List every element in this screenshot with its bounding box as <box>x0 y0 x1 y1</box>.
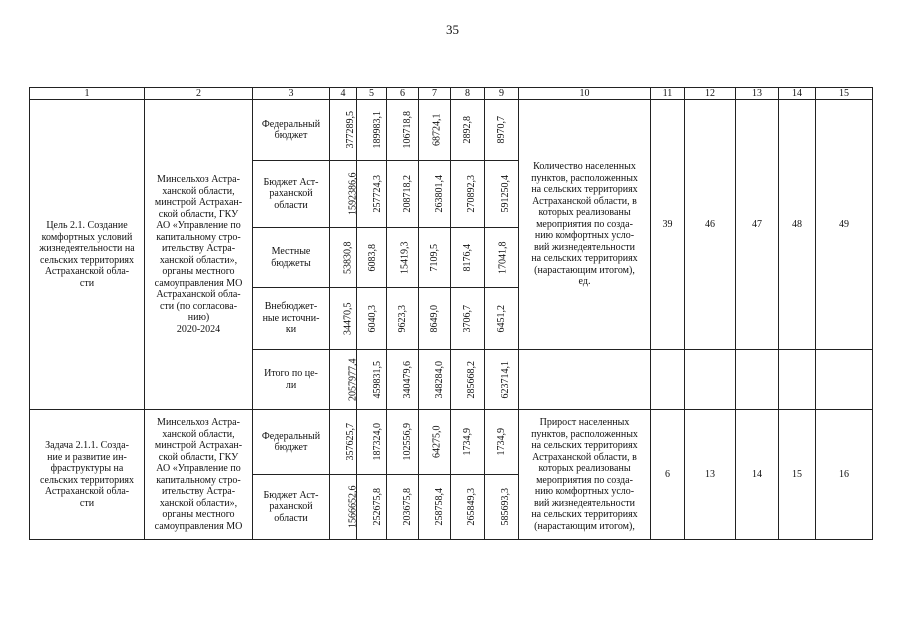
header-cell: 15 <box>816 88 873 100</box>
funding-value <box>357 350 387 410</box>
task-target-value: 16 <box>816 410 873 540</box>
funding-value <box>485 350 519 410</box>
task-target-value: 6 <box>651 410 685 540</box>
funding-source: Местные бюджеты <box>253 228 330 288</box>
funding-value <box>330 100 357 161</box>
funding-value <box>451 475 485 540</box>
funding-value <box>419 100 451 161</box>
funding-value-text: 68724,1 <box>431 113 443 147</box>
funding-value-text: 203675,8 <box>402 488 413 526</box>
funding-value-text: 3706,7 <box>461 304 473 333</box>
header-cell: 14 <box>779 88 816 100</box>
funding-value <box>387 100 419 161</box>
header-cell: 1 <box>30 88 145 100</box>
funding-value <box>419 161 451 228</box>
task-executor: Минсельхоз Астра- ханской области, минстрой Астрахан- ской области, ГКУ АО «Управление по капитальному стро- ительству Астра- ханской области», органы местного самоуправления МО <box>145 410 253 540</box>
funding-value-text: 187324,0 <box>372 423 383 461</box>
task-target-value: 15 <box>779 410 816 540</box>
funding-value <box>387 288 419 350</box>
funding-value-text: 585693,3 <box>500 488 511 526</box>
funding-value <box>485 288 519 350</box>
header-cell: 3 <box>253 88 330 100</box>
funding-value-text: 591250,4 <box>500 175 511 213</box>
funding-value-text: 102556,9 <box>402 423 413 461</box>
goal-target-value: 39 <box>651 100 685 350</box>
header-cell: 6 <box>387 88 419 100</box>
funding-value-text: 377289,5 <box>345 111 356 149</box>
funding-value-text: 208718,2 <box>402 175 413 213</box>
funding-value-text: 8970,7 <box>495 116 507 144</box>
funding-value-text: 15419,3 <box>399 241 411 274</box>
task-target-value: 14 <box>736 410 779 540</box>
funding-value <box>357 288 387 350</box>
header-cell: 8 <box>451 88 485 100</box>
funding-value-text: 17041,8 <box>497 241 509 274</box>
funding-value <box>330 350 357 410</box>
task-name: Задача 2.1.1. Созда- ние и развитие ин- фраструктуры на сельских территориях Астраханской обла- сти <box>30 410 145 540</box>
funding-value-text: 1734,9 <box>461 428 473 456</box>
funding-value <box>419 288 451 350</box>
header-cell: 9 <box>485 88 519 100</box>
funding-value-text: 263801,4 <box>434 175 445 213</box>
funding-value <box>419 410 451 475</box>
funding-value-text: 340479,6 <box>402 360 413 399</box>
goal-indicator: Количество населенных пунктов, расположенных на сельских территориях Астраханской области, в которых реализованы мероприятия по созда- нию комфортных усло- вий жизнедеятельности на сельских территориях (нарастающим итогом), ед. <box>519 100 651 350</box>
funding-value <box>485 228 519 288</box>
funding-value <box>357 410 387 475</box>
page-number: 35 <box>446 22 459 37</box>
funding-value <box>357 228 387 288</box>
goal-target-value: 46 <box>685 100 736 350</box>
funding-value <box>419 475 451 540</box>
funding-value <box>419 228 451 288</box>
funding-value-text: 7109,5 <box>429 243 440 272</box>
header-cell: 2 <box>145 88 253 100</box>
funding-value <box>357 161 387 228</box>
task-indicator: Прирост населенных пунктов, расположенных на сельских территориях Астраханской области, в которых реализованы мероприятия по созда- нию комфортных усло- вий жизнедеятельности на сельских территориях (нарастающим итогом), <box>519 410 651 540</box>
funding-value-text: 8649,0 <box>429 304 440 333</box>
funding-value-text: 9623,3 <box>397 304 408 333</box>
header-cell: 5 <box>357 88 387 100</box>
funding-value-text: 265849,3 <box>466 488 477 526</box>
empty-cell <box>685 350 736 410</box>
funding-value <box>485 161 519 228</box>
funding-value-text: 6451,2 <box>495 304 507 333</box>
funding-source: Итого по це- ли <box>253 350 330 410</box>
funding-source: Внебюджет- ные источни- ки <box>253 288 330 350</box>
funding-value-text: 285668,2 <box>466 360 477 399</box>
goal-name: Цель 2.1. Создание комфортных условий жизнедеятельности на сельских территориях Астраханской обла- сти <box>30 100 145 410</box>
goal-target-value: 47 <box>736 100 779 350</box>
funding-value <box>451 350 485 410</box>
header-cell: 13 <box>736 88 779 100</box>
funding-value-text: 8176,4 <box>461 243 473 272</box>
funding-value-text: 252675,8 <box>372 488 383 526</box>
header-cell: 12 <box>685 88 736 100</box>
empty-cell <box>816 350 873 410</box>
header-cell: 10 <box>519 88 651 100</box>
funding-value-text: 64275,0 <box>431 425 443 459</box>
funding-value <box>451 161 485 228</box>
funding-source: Бюджет Аст- раханской области <box>253 475 330 540</box>
funding-source: Федеральный бюджет <box>253 410 330 475</box>
funding-source: Бюджет Аст- раханской области <box>253 161 330 228</box>
header-cell: 11 <box>651 88 685 100</box>
funding-value <box>485 100 519 161</box>
funding-value-text: 623714,1 <box>500 360 511 399</box>
header-row <box>30 88 873 100</box>
funding-value <box>330 475 357 540</box>
funding-value <box>451 100 485 161</box>
funding-value-text: 459831,5 <box>372 360 383 399</box>
funding-value-text: 6083,8 <box>367 243 378 272</box>
empty-cell <box>779 350 816 410</box>
funding-value-text: 2057977,4 <box>347 358 359 401</box>
funding-value-text: 270892,3 <box>466 175 477 213</box>
empty-cell <box>519 350 651 410</box>
funding-value <box>485 475 519 540</box>
empty-cell <box>736 350 779 410</box>
goal-target-value: 49 <box>816 100 873 350</box>
empty-cell <box>651 350 685 410</box>
goal-row <box>30 100 873 161</box>
funding-value <box>330 161 357 228</box>
funding-value <box>330 410 357 475</box>
goal-executor: Минсельхоз Астра- ханской области, минстрой Астрахан- ской области, ГКУ АО «Управление по капитальному стро- ительству Астра- ханской области», органы местного самоуправления МО Астраханской обла- сти (по согласова- нию) 2020-2024 <box>145 100 253 410</box>
funding-value <box>451 288 485 350</box>
funding-value <box>330 288 357 350</box>
funding-value-text: 357625,7 <box>345 423 356 461</box>
funding-value <box>357 100 387 161</box>
funding-value-text: 189983,1 <box>372 111 383 149</box>
header-cell: 7 <box>419 88 451 100</box>
funding-value-text: 6040,3 <box>367 304 378 333</box>
funding-value <box>387 228 419 288</box>
program-table <box>29 87 873 540</box>
funding-value-text: 348284,0 <box>434 360 445 399</box>
funding-value <box>387 410 419 475</box>
header-cell: 4 <box>330 88 357 100</box>
funding-source: Федеральный бюджет <box>253 100 330 161</box>
goal-target-value: 48 <box>779 100 816 350</box>
task-target-value: 13 <box>685 410 736 540</box>
funding-value-text: 106718,8 <box>402 111 413 149</box>
funding-value <box>330 228 357 288</box>
funding-value-text: 257724,3 <box>372 175 383 213</box>
funding-value <box>387 475 419 540</box>
funding-value-text: 1734,9 <box>495 428 507 456</box>
funding-value <box>387 350 419 410</box>
task-row <box>30 410 873 475</box>
funding-value <box>451 228 485 288</box>
funding-value <box>451 410 485 475</box>
funding-value <box>485 410 519 475</box>
funding-value-text: 1566652,6 <box>347 485 359 529</box>
funding-value <box>387 161 419 228</box>
funding-value-text: 1592386,6 <box>347 172 359 216</box>
funding-value-text: 53830,8 <box>342 241 354 274</box>
funding-value <box>357 475 387 540</box>
funding-value-text: 2892,8 <box>461 116 473 144</box>
funding-value <box>419 350 451 410</box>
funding-value-text: 258758,4 <box>434 488 445 526</box>
funding-value-text: 34470,5 <box>342 302 354 335</box>
